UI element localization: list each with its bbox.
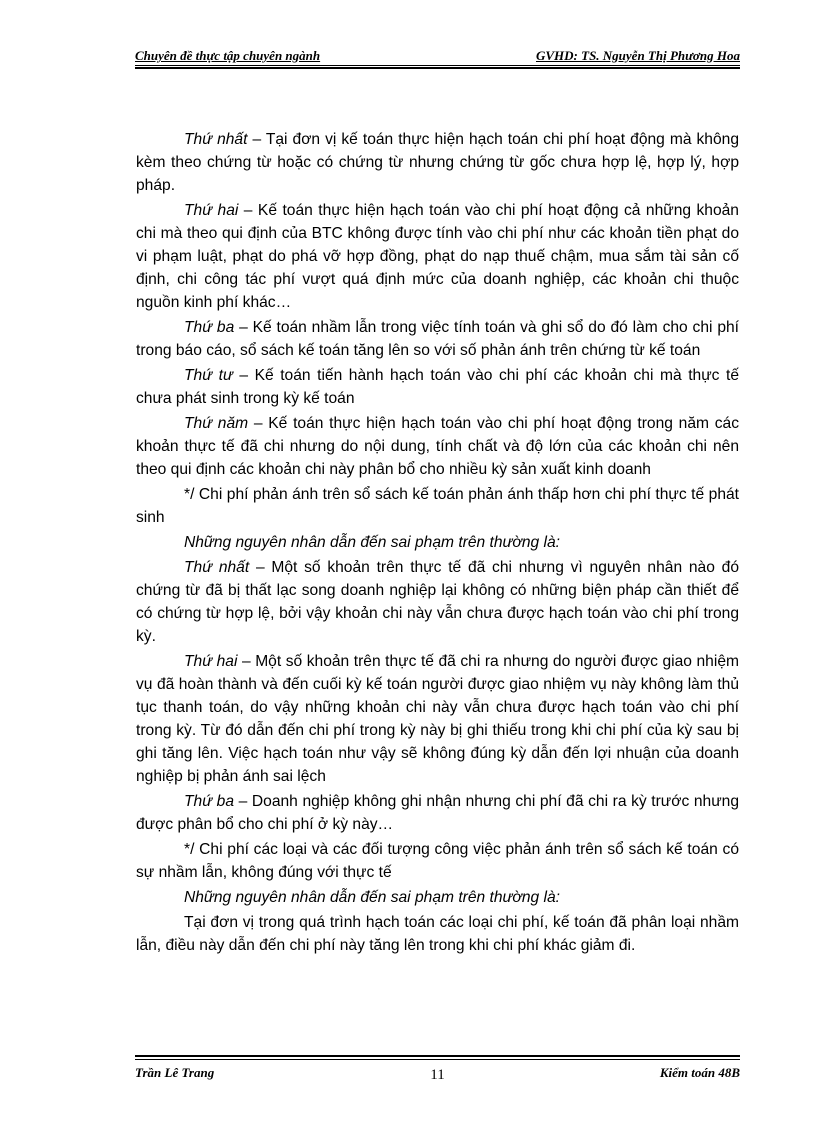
footer-divider-thick bbox=[135, 1055, 740, 1057]
header-advisor: GVHD: TS. Nguyễn Thị Phương Hoa bbox=[535, 48, 740, 63]
document-body bbox=[136, 128, 739, 959]
footer-divider bbox=[135, 1059, 740, 1060]
paragraph-5: Thứ năm – Kế toán thực hiện hạch toán vào chi phí hoạt động trong năm các khoản thực tế đã chi nhưng do nội dung, tính chất và độ lớn của các khoản chi nên theo qui định các khoản chi này phân bổ cho nhiều kỳ sản xuất kinh doanh bbox=[136, 415, 739, 478]
section-3-paragraph: Tại đơn vị trong quá trình hạch toán các loại chi phí, kế toán đã phân loại nhầm lẫn, điều này dẫn đến chi phí này tăng lên trong khi chi phí khác giảm đi. bbox=[136, 914, 739, 954]
section-3-title: */ Chi phí các loại và các đối tượng công việc phản ánh trên sổ sách kế toán có sự nhầm lẫn, không đúng với thực tế bbox=[136, 841, 739, 881]
section-2-paragraph-1: Thứ nhất – Một số khoản trên thực tế đã chi nhưng vì nguyên nhân nào đó chứng từ đã bị thất lạc song doanh nghiệp lại không có những biện pháp cần thiết để có chứng từ hợp lệ, bởi vậy khoản chi này vẫn chưa được hạch toán vào chi phí trong kỳ. bbox=[136, 559, 739, 645]
header-divider-thick bbox=[135, 67, 740, 69]
section-2-title: */ Chi phí phản ánh trên sổ sách kế toán phản ánh thấp hơn chi phí thực tế phát sinh bbox=[136, 486, 739, 526]
header-divider bbox=[135, 65, 740, 66]
paragraph-4: Thứ tư – Kế toán tiến hành hạch toán vào chi phí các khoản chi mà thực tế chưa phát sinh trong kỳ kế toán bbox=[136, 367, 739, 407]
paragraph-1: Thứ nhất – Tại đơn vị kế toán thực hiện hạch toán chi phí hoạt động mà không kèm theo chứng từ hoặc có chứng từ nhưng chứng từ gốc chưa hợp lệ, hợp lý, hợp pháp. bbox=[136, 131, 740, 194]
section-2-paragraph-3: Thứ ba – Doanh nghiệp không ghi nhận nhưng chi phí đã chi ra kỳ trước nhưng được phân bổ cho chi phí ở kỳ này… bbox=[136, 793, 739, 833]
section-2-subtitle: Những nguyên nhân dẫn đến sai phạm trên thường là: bbox=[184, 534, 560, 551]
footer-class: Kiểm toán 48B bbox=[659, 1065, 740, 1080]
section-3-subtitle: Những nguyên nhân dẫn đến sai phạm trên thường là: bbox=[184, 889, 560, 906]
page-footer bbox=[135, 1055, 740, 1085]
paragraph-3: Thứ ba – Kế toán nhầm lẫn trong việc tính toán và ghi sổ do đó làm cho chi phí trong báo cáo, sổ sách kế toán tăng lên so với số phản ánh trên chứng từ kế toán bbox=[136, 319, 739, 359]
paragraph-2: Thứ hai – Kế toán thực hiện hạch toán vào chi phí hoạt động cả những khoản chi mà theo qui định của BTC không được tính vào chi phí như các khoản tiền phạt do vi phạm luật, phạt do phá vỡ hợp đồng, phạt do nạp thuế chậm, mua sắm tài sản cố định, chi công tác phí vượt quá định mức của doanh nghiệp, các khoản chi thuộc nguồn kinh phí khác… bbox=[136, 202, 739, 311]
header-title: Chuyên đề thực tập chuyên ngành bbox=[135, 48, 321, 63]
page-header bbox=[135, 46, 740, 70]
page-number: 11 bbox=[430, 1067, 445, 1083]
footer-author: Trần Lê Trang bbox=[135, 1065, 215, 1080]
section-2-paragraph-2: Thứ hai – Một số khoản trên thực tế đã chi ra nhưng do người được giao nhiệm vụ đã hoàn thành và đến cuối kỳ kế toán người được giao nhiệm vụ này không làm thủ tục thanh toán, do vậy những khoản chi này vẫn chưa được hạch toán vào chi phí trong kỳ. Từ đó dẫn đến chi phí trong kỳ này bị ghi thiếu trong khi chi phí của kỳ sau bị ghi tăng lên. Việc hạch toán như vậy sẽ không đúng kỳ dẫn đến lợi nhuận của doanh nghiệp bị phản ánh sai lệch bbox=[136, 653, 739, 785]
